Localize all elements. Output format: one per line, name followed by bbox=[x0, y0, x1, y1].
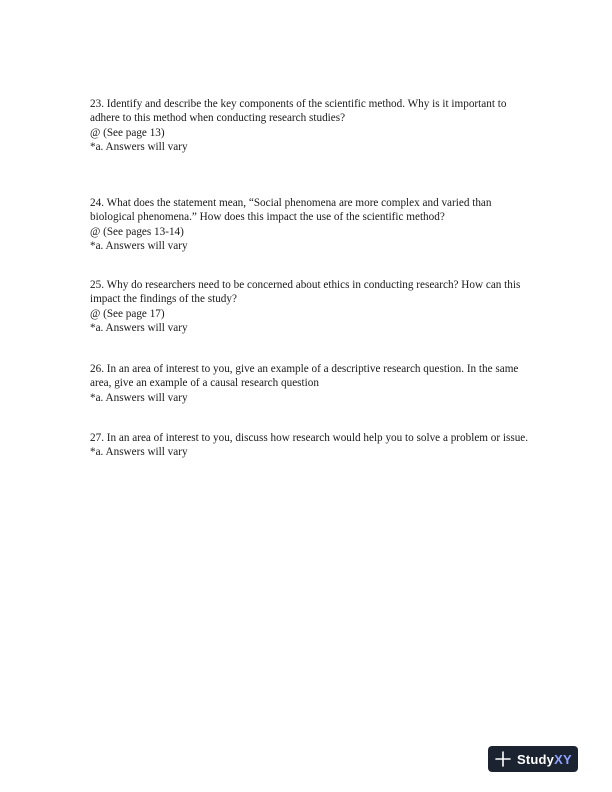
answer-line: *a. Answers will vary bbox=[90, 240, 188, 253]
brand-accent: XY bbox=[554, 751, 572, 767]
question-text: 24. What does the statement mean, “Social phenomena are more complex and varied than biological phenomena.” How does this impact the use of the scientific method? bbox=[90, 197, 492, 224]
answer-line: *a. Answers will vary bbox=[90, 391, 188, 404]
question-25 bbox=[90, 278, 530, 336]
question-23 bbox=[90, 97, 530, 155]
question-text: 26. In an area of interest to you, give an example of a descriptive research question. In the same area, give an example of a causal research question bbox=[90, 363, 519, 390]
answer-line: *a. Answers will vary bbox=[90, 141, 188, 154]
page-reference: @ (See page 13) bbox=[90, 126, 165, 139]
page-reference: @ (See page 17) bbox=[90, 307, 165, 320]
question-text: 25. Why do researchers need to be concerned about ethics in conducting research? How can this impact the findings of the study? bbox=[90, 279, 521, 306]
page-reference: @ (See pages 13-14) bbox=[90, 225, 184, 238]
studyxy-badge[interactable] bbox=[488, 746, 578, 772]
question-27 bbox=[90, 431, 530, 460]
brand-main: Study bbox=[517, 751, 555, 767]
question-24 bbox=[90, 196, 530, 254]
answer-line: *a. Answers will vary bbox=[90, 446, 188, 459]
answer-line: *a. Answers will vary bbox=[90, 322, 188, 335]
question-text: 27. In an area of interest to you, discuss how research would help you to solve a problem or issue. bbox=[90, 432, 529, 444]
question-text: 23. Identify and describe the key components of the scientific method. Why is it important to adhere to this method when conducting research studies? bbox=[90, 98, 507, 125]
plus-icon bbox=[495, 751, 511, 767]
question-26 bbox=[90, 362, 530, 405]
brand-logo-text bbox=[517, 752, 572, 767]
